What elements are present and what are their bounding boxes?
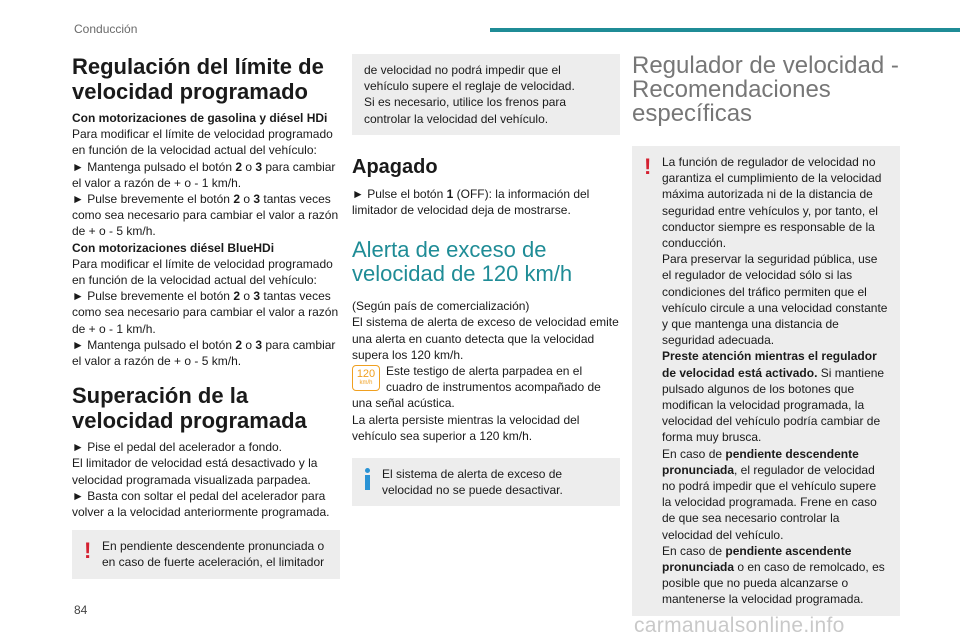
paragraph: (Según país de comercialización) — [352, 299, 530, 314]
column-left — [72, 54, 340, 579]
warning-text: Si es necesario, utilice los frenos para controlar la velocidad del vehículo. — [364, 95, 567, 126]
paragraph: Este testigo de alerta parpadea en el cuadro de instrumentos acompañado de una señal acústica. — [352, 364, 601, 411]
list-item: ► Pulse brevemente el botón 2 o 3 tantas veces como sea necesario para cambiar el valor a razón de + o - 1 km/h. — [72, 289, 339, 336]
list-item: ► Mantenga pulsado el botón 2 o 3 para cambiar el valor a razón de + o - 1 km/h. — [72, 159, 336, 190]
paragraph: Para modificar el límite de velocidad programado en función de la velocidad actual del vehículo: — [72, 127, 333, 158]
warning-text: Para preservar la seguridad pública, use el regulador de velocidad sólo si las condiciones del tráfico permiten que el vehículo circule a una velocidad constante y que mantenga una distancia de seguridad adecuada. — [662, 252, 888, 348]
paragraph: El limitador de velocidad está desactivado y la velocidad programada visualizada parpadea. — [72, 456, 318, 487]
info-text: El sistema de alerta de exceso de velocidad no se puede desactivar. — [382, 467, 563, 498]
heading-off: Apagado — [352, 155, 438, 178]
warning-text: Preste atención mientras el regulador de velocidad está activado. Si mantiene pulsado algunos de los botones que modifican la velocidad programada, la velocidad del vehículo podría cambiar de forma muy brusca. — [662, 349, 885, 445]
warning-icon: ! — [84, 538, 92, 564]
page-number: 84 — [74, 603, 88, 617]
heading-exceeding-speed: Superación de la velocidad programada — [72, 383, 307, 434]
warning-text: En caso de pendiente ascendente pronunciada o en caso de remolcado, es posible que no pueda alcanzarse o mantenerse la velocidad programada. — [662, 543, 885, 607]
warning-icon: ! — [644, 154, 652, 179]
warning-text: de velocidad no podrá impedir que el vehículo supere el reglaje de velocidad. — [364, 63, 575, 94]
list-item: ► Pulse el botón 1 (OFF): la información del limitador de velocidad deja de mostrarse. — [352, 186, 590, 218]
info-icon — [365, 468, 370, 490]
column-right — [632, 54, 900, 616]
list-item: ► Mantenga pulsado el botón 2 o 3 para cambiar el valor a razón de + o - 5 km/h. — [72, 337, 336, 369]
header-accent-bar — [490, 28, 960, 32]
watermark: carmanualsonline.info — [634, 614, 845, 637]
paragraph: El sistema de alerta de exceso de velocidad emite una alerta en cuanto detecta que la velocidad supera los 120 km/h. — [352, 315, 619, 362]
list-item: ► Pulse brevemente el botón 2 o 3 tantas veces como sea necesario para cambiar el valor a razón de + o - 5 km/h. — [72, 192, 339, 239]
section-title: Conducción — [74, 22, 138, 36]
list-item: ► Pise el pedal del acelerador a fondo. — [72, 440, 283, 455]
subheading-bluehdi: Con motorizaciones diésel BlueHDi — [72, 240, 275, 255]
warning-box — [632, 146, 900, 616]
paragraph: La alerta persiste mientras la velocidad del vehículo sea superior a 120 km/h. — [352, 412, 580, 443]
heading-cruise-control-recommendations: Regulador de velocidad - Recomendaciones específicas — [632, 52, 899, 127]
warning-box — [72, 530, 340, 578]
warning-box-continued — [352, 54, 620, 135]
alert-indicator-row — [352, 363, 620, 412]
column-middle — [352, 54, 620, 506]
warning-text: En caso de pendiente descendente pronunciada, el regulador de velocidad no podrá impedir que el vehículo supere la velocidad programada. Frene en caso de que sea necesario controlar la velocidad del vehículo. — [662, 446, 877, 542]
heading-speed-limit-adjust: Regulación del límite de velocidad programado — [72, 54, 324, 104]
info-box — [352, 458, 620, 506]
warning-text: La función de regulador de velocidad no garantiza el cumplimiento de la velocidad máxima autorizada ni de la distancia de seguridad entre vehículos y, por tanto, el conductor siempre es responsable de la conducción. — [662, 155, 882, 251]
heading-120-alert: Alerta de exceso de velocidad de 120 km/h — [352, 237, 573, 287]
subheading-petrol-hdi: Con motorizaciones de gasolina y diésel HDi — [72, 111, 328, 125]
speed-120-warning-icon: 120 km/h — [352, 365, 380, 391]
warning-text: En pendiente descendente pronunciada o en caso de fuerte aceleración, el limitador — [102, 539, 325, 570]
paragraph: Para modificar el límite de velocidad programado en función de la velocidad actual del vehículo: — [72, 256, 333, 288]
list-item: ► Basta con soltar el pedal del acelerador para volver a la velocidad anteriormente programada. — [72, 488, 330, 520]
